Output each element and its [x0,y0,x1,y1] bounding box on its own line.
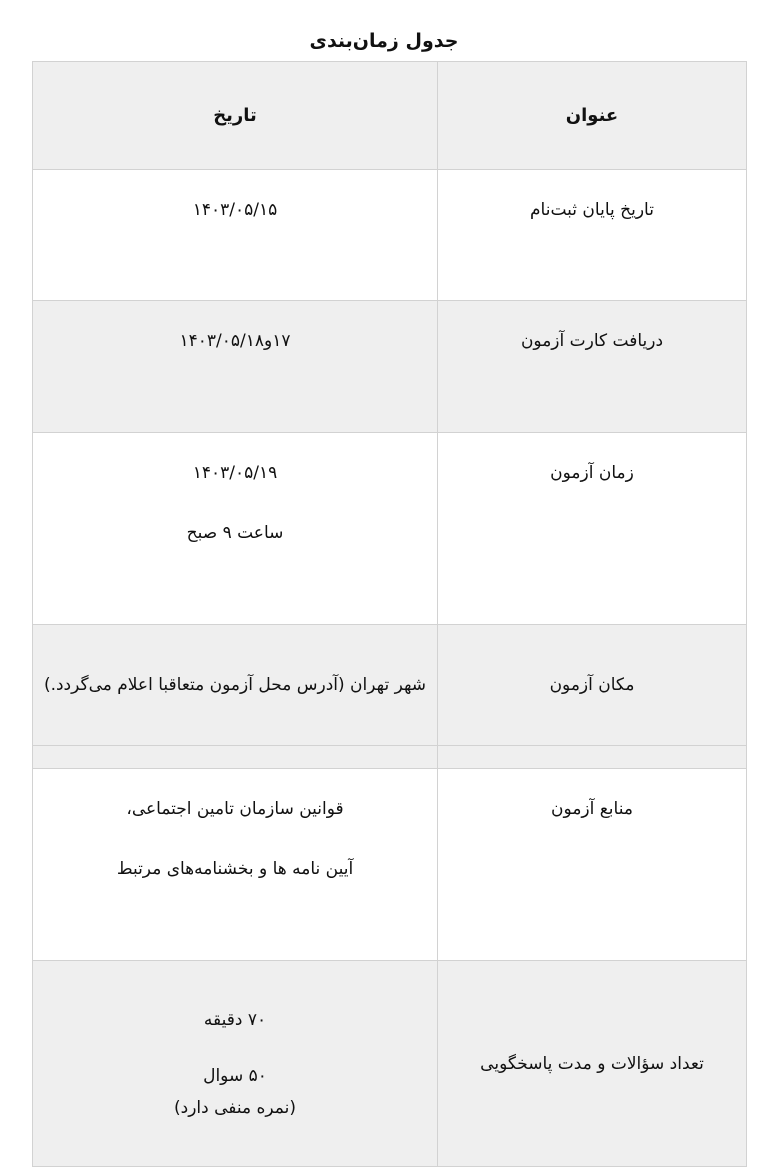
row-date-cell [33,170,438,301]
row-date-cell [33,961,438,1167]
row-date-cell [33,433,438,625]
page-title: جدول زمان‌بندی [309,30,459,52]
spacer-cell [33,746,438,769]
date-value: ۱۴۰۳/۰۵/۱۹ [192,463,278,483]
source-value: آیین نامه ها و بخشنامه‌های مرتبط [116,859,354,879]
row-date-cell [33,769,438,961]
column-header-title: عنوان [438,62,747,170]
table-row [33,625,747,746]
schedule-table [32,61,747,1167]
question-count-value: ۵۰ سوال [203,1065,267,1086]
date-value: ۱۴۰۳/۰۵/۱۵ [192,200,278,220]
column-header-date: تاریخ [33,62,438,170]
table-row [33,961,747,1167]
table-row [33,433,747,625]
source-value: قوانین سازمان تامین اجتماعی، [126,799,344,819]
spacer-cell [438,746,747,769]
row-title-cell: دریافت کارت آزمون [438,301,747,433]
row-title-cell: تعداد سؤالات و مدت پاسخگویی [438,961,747,1167]
negative-marking-note: (نمره منفی دارد) [174,1097,296,1118]
row-title-cell: تاریخ پایان ثبت‌نام [438,170,747,301]
table-header-row [33,62,747,170]
duration-value: ۷۰ دقیقه [203,1009,267,1030]
row-title-cell: منابع آزمون [438,769,747,961]
row-date-cell: شهر تهران (آدرس محل آزمون متعاقبا اعلام می‌گردد.) [33,625,438,746]
row-title-cell: مکان آزمون [438,625,747,746]
table-row [33,769,747,961]
row-title-cell: زمان آزمون [438,433,747,625]
time-value: ساعت ۹ صبح [186,523,284,543]
date-value: ۱۷و۱۴۰۳/۰۵/۱۸ [179,331,291,351]
row-date-cell [33,301,438,433]
table-row [33,170,747,301]
table-row [33,301,747,433]
spacer-row [33,746,747,769]
